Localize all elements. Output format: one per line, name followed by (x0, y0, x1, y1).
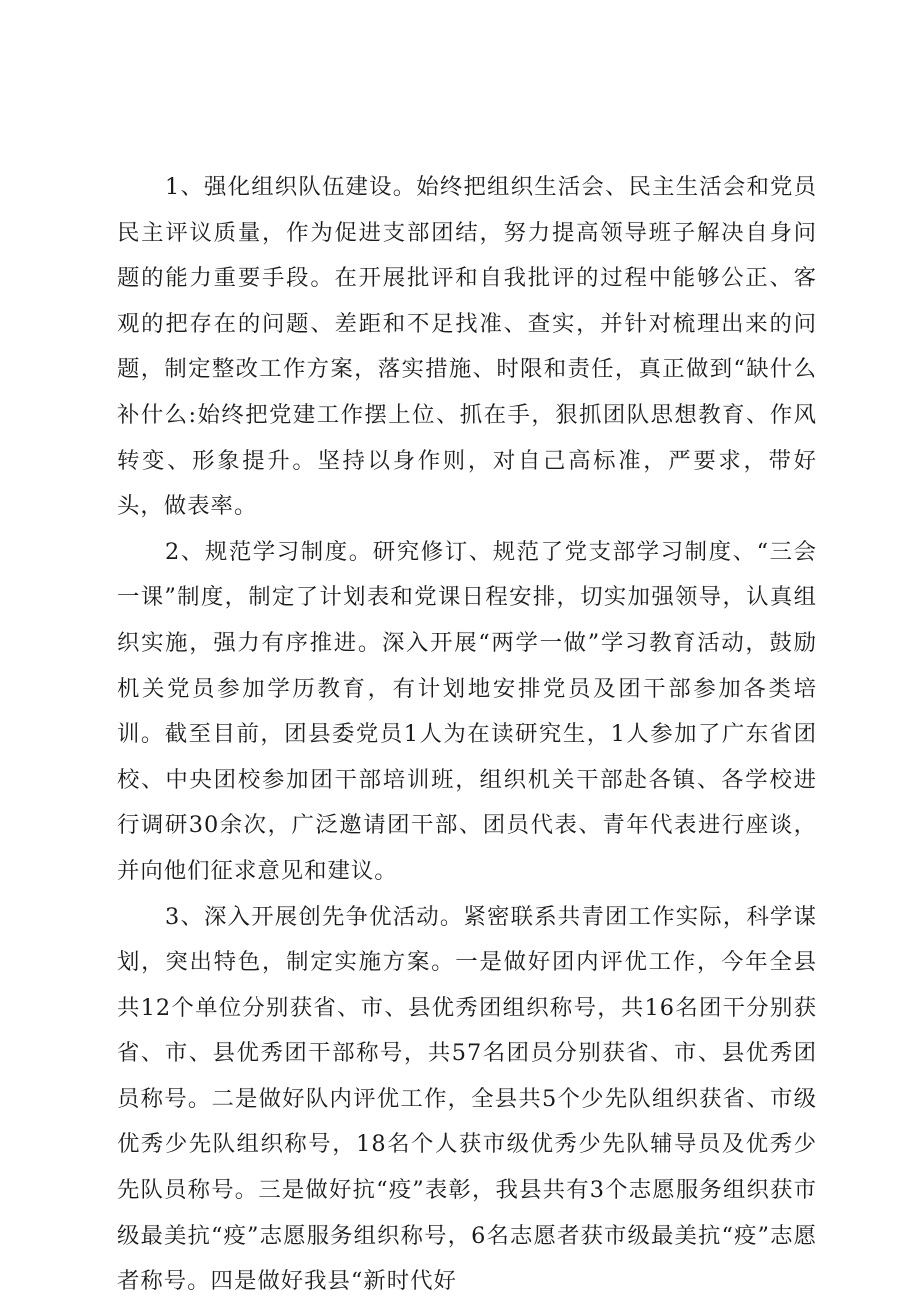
paragraph-organization-building: 1、强化组织队伍建设。始终把组织生活会、民主生活会和党员民主评议质量，作为促进支部团结，努力提高领导班子解决自身问题的能力重要手段。在开展批评和自我批评的过程中能够公正、客观的把存在的问题、差距和不足找准、查实，并针对梳理出来的问题，制定整改工作方案，落实措施、时限和责任，真正做到“缺什么补什么:始终把党建工作摆上位、抓在手，狠抓团队思想教育、作风转变、形象提升。坚持以身作则，对自己高标准，严要求，带好头，做表率。 (117, 174, 817, 520)
paragraph-study-system: 2、规范学习制度。研究修订、规范了党支部学习制度、“三会一课”制度，制定了计划表和党课日程安排，切实加强领导，认真组织实施，强力有序推进。深入开展“两学一做”学习教育活动，鼓励机关党员参加学历教育，有计划地安排党员及团干部参加各类培训。截至目前，团县委党员1人为在读研究生，1人参加了广东省团校、中央团校参加团干部培训班，组织机关干部赴各镇、各学校进行调研30余次，广泛邀请团干部、团员代表、青年代表进行座谈，并向他们征求意见和建议。 (117, 538, 817, 884)
paragraph-excellence-activities: 3、深入开展创先争优活动。紧密联系共青团工作实际，科学谋划，突出特色，制定实施方案。一是做好团内评优工作，今年全县共12个单位分别获省、市、县优秀团组织称号，共16名团干分别获省、市、县优秀团干部称号，共57名团员分别获省、市、县优秀团员称号。二是做好队内评优工作，全县共5个少先队组织获省、市级优秀少先队组织称号，18名个人获市级优秀少先队辅导员及优秀少先队员称号。三是做好抗“疫”表彰，我县共有3个志愿服务组织获市级最美抗“疫”志愿服务组织称号，6名志愿者获市级最美抗“疫”志愿者称号。四是做好我县“新时代好 (117, 903, 817, 1295)
document-body (117, 165, 817, 1305)
